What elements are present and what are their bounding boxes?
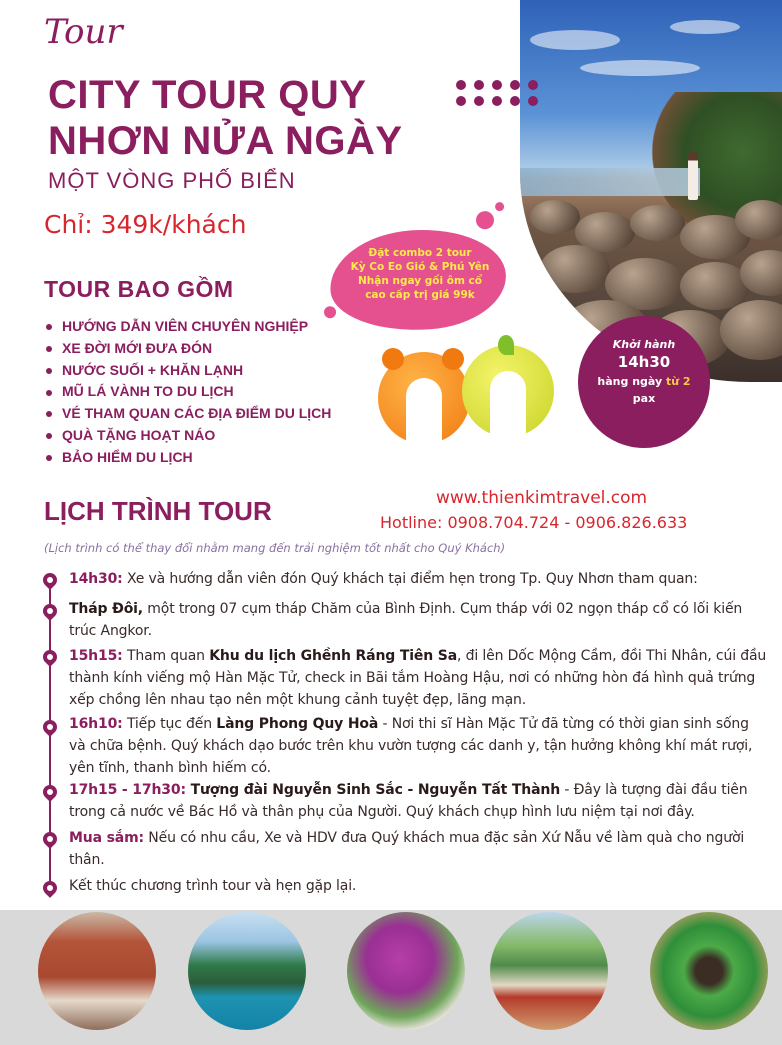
- photo-local-food: [650, 912, 768, 1030]
- schedule-entry: 14h30: Xe và hướng dẫn viên đón Quý khách tại điểm hẹn trong Tp. Quy Nhơn tham quan:: [69, 571, 698, 587]
- schedule-entry: Mua sắm: Nếu có nhu cầu, Xe và HDV đưa Quý khách mua đặc sản Xứ Nẫu về làm quà cho người thân.: [69, 830, 745, 868]
- page-subtitle: MỘT VÒNG PHỐ BIỂN: [48, 168, 296, 193]
- location-pin-icon: [40, 717, 60, 737]
- bullet-dot-icon: [46, 324, 52, 330]
- schedule-entry: 16h10: Tiếp tục đến Làng Phong Quy Hoà - Nơi thi sĩ Hàn Mặc Tử đã từng có thời gian sinh sống và chữa bệnh. Quý khách dạo bước trên khu vườn tượng các danh y, tận hưởng không khí mát rượi, yên tĩnh, thanh bình hiếm có.: [69, 716, 753, 776]
- photo-bougainvillea: [347, 912, 465, 1030]
- schedule-entry: 17h15 - 17h30: Tượng đài Nguyễn Sinh Sắc - Nguyễn Tất Thành - Đây là tượng đài đầu tiên trong cả nước về Bác Hồ và thân phụ của Người. Quý khách chụp hình lưu niệm tại nơi đây.: [69, 782, 748, 820]
- website-link[interactable]: www.thienkimtravel.com: [436, 488, 648, 508]
- list-item: VÉ THAM QUAN CÁC ĐỊA ĐIỂM DU LỊCH: [46, 403, 331, 425]
- bullet-dot-icon: [46, 433, 52, 439]
- location-pin-icon: [40, 601, 60, 621]
- photo-thap-doi: [38, 912, 156, 1030]
- list-item: MŨ LÁ VÀNH TO DU LỊCH: [46, 381, 331, 403]
- bullet-dot-icon: [46, 455, 52, 461]
- location-pin-icon: [40, 570, 60, 590]
- price-label: Chỉ: 349k/khách: [44, 210, 247, 239]
- list-item: HƯỚNG DẪN VIÊN CHUYÊN NGHIỆP: [46, 316, 331, 338]
- schedule-entry: 15h15: Tham quan Khu du lịch Ghềnh Ráng Tiên Sa, đi lên Dốc Mộng Cầm, đồi Thi Nhân, cúi đầu thành kính viếng mộ Hàn Mặc Tử, check in Bãi tắm Hoàng Hậu, nơi có những hòn đá hình quả trứng xếp chồng lên nhau tạo nên một khung cảnh tuyệt đẹp, lãng mạn.: [69, 648, 767, 708]
- promo-text: Đặt combo 2 tour Kỳ Co Eo Gió & Phú Yên Nhận ngay gối ôm cổ cao cấp trị giá 99k: [350, 247, 490, 301]
- departure-pax: pax: [632, 392, 656, 405]
- schedule-note: (Lịch trình có thể thay đổi nhằm mang đến trải nghiệm tốt nhất cho Quý Khách): [44, 541, 506, 555]
- location-pin-icon: [40, 878, 60, 898]
- bullet-dot-icon: [46, 346, 52, 352]
- neck-pillow-orange-image: [378, 352, 470, 444]
- hotline-text: Hotline: 0908.704.724 - 0906.826.633: [380, 513, 688, 532]
- bullet-dot-icon: [46, 411, 52, 417]
- list-item: XE ĐỜI MỚI ĐƯA ĐÓN: [46, 338, 331, 360]
- bullet-dot-icon: [46, 390, 52, 396]
- location-pin-icon: [40, 782, 60, 802]
- list-item: NƯỚC SUỐI + KHĂN LẠNH: [46, 360, 331, 382]
- photo-coastline: [188, 912, 306, 1030]
- decorative-dots: [456, 80, 546, 108]
- departure-time: 14h30: [617, 353, 671, 371]
- photo-monument: [490, 912, 608, 1030]
- location-pin-icon: [40, 647, 60, 667]
- page-title: CITY TOUR QUY NHƠN NỬA NGÀY: [48, 73, 403, 163]
- includes-list: [46, 316, 331, 469]
- list-item: BẢO HIỂM DU LỊCH: [46, 447, 331, 469]
- schedule-heading: LỊCH TRÌNH TOUR: [44, 496, 272, 526]
- bullet-dot-icon: [46, 368, 52, 374]
- includes-heading: TOUR BAO GỒM: [44, 276, 234, 302]
- departure-badge: [578, 316, 710, 448]
- neck-pillow-green-image: [462, 345, 554, 437]
- schedule-entry: Tháp Đôi, một trong 07 cụm tháp Chăm của Bình Định. Cụm tháp với 02 ngọn tháp cổ có lối kiến trúc Angkor.: [69, 601, 743, 639]
- schedule-entry: Kết thúc chương trình tour và hẹn gặp lại.: [69, 878, 357, 894]
- departure-label: Khởi hành: [612, 338, 676, 351]
- list-item: QUÀ TẶNG HOẠT NÁO: [46, 425, 331, 447]
- departure-frequency: hàng ngày từ 2: [597, 375, 691, 388]
- location-pin-icon: [40, 829, 60, 849]
- tour-script-label: Tour: [44, 12, 123, 52]
